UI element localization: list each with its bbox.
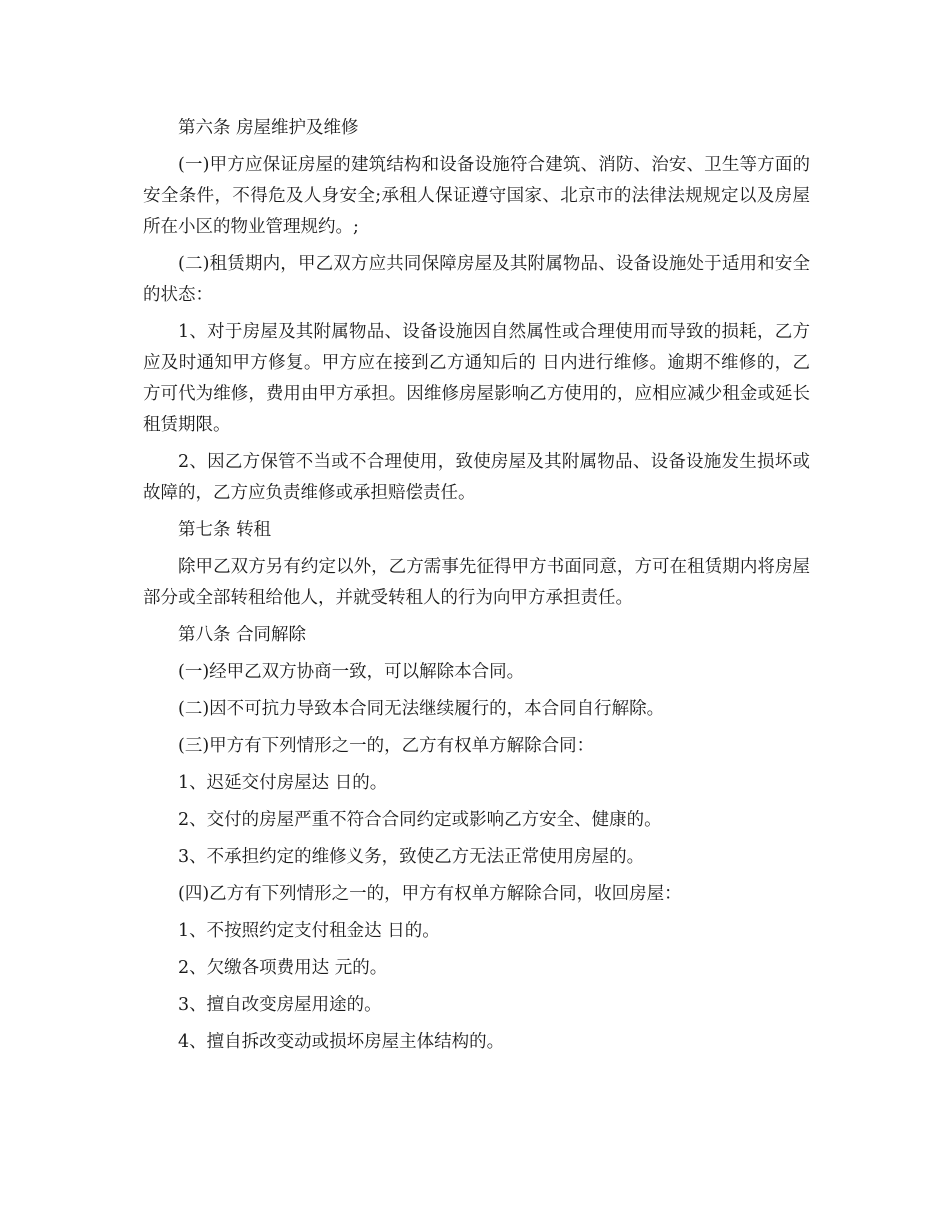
article-6-clause-1: (一)甲方应保证房屋的建筑结构和设备设施符合建筑、消防、治安、卫生等方面的安全条件，不得危及人身安全;承租人保证遵守国家、北京市的法律法规规定以及房屋所在小区的物业管理规约。; xyxy=(143,155,810,237)
article-8-clause-3: (三)甲方有下列情形之一的，乙方有权单方解除合同： xyxy=(178,736,595,756)
article-6-clause-2: (二)租赁期内，甲乙双方应共同保障房屋及其附属物品、设备设施处于适用和安全的状态： xyxy=(143,254,810,305)
article-8-clause-4-item-2: 2、欠缴各项费用达 元的。 xyxy=(178,958,388,978)
article-8-clause-4-item-3: 3、擅自改变房屋用途的。 xyxy=(178,995,382,1015)
article-8-clause-4-item-4: 4、擅自拆改变动或损坏房屋主体结构的。 xyxy=(178,1032,505,1052)
article-6-heading: 第六条 房屋维护及维修 xyxy=(178,118,359,138)
article-8-clause-3-item-2: 2、交付的房屋严重不符合合同约定或影响乙方安全、健康的。 xyxy=(178,810,662,830)
document-body xyxy=(143,113,810,1064)
article-8-clause-1: (一)经甲乙双方协商一致，可以解除本合同。 xyxy=(178,662,525,682)
article-6-clause-2-item-2: 2、因乙方保管不当或不合理使用，致使房屋及其附属物品、设备设施发生损坏或故障的，乙方应负责维修或承担赔偿责任。 xyxy=(143,452,810,503)
article-7-heading: 第七条 转租 xyxy=(178,520,272,540)
article-8-clause-3-item-3: 3、不承担约定的维修义务，致使乙方无法正常使用房屋的。 xyxy=(178,847,645,867)
article-8-clause-2: (二)因不可抗力导致本合同无法继续履行的，本合同自行解除。 xyxy=(178,699,665,719)
article-7-body: 除甲乙双方另有约定以外，乙方需事先征得甲方书面同意，方可在租赁期内将房屋部分或全部转租给他人，并就受转租人的行为向甲方承担责任。 xyxy=(143,557,810,608)
article-8-clause-4-item-1: 1、不按照约定支付租金达 日的。 xyxy=(178,921,440,941)
article-8-heading: 第八条 合同解除 xyxy=(178,625,307,645)
article-6-clause-2-item-1: 1、对于房屋及其附属物品、设备设施因自然属性或合理使用而导致的损耗，乙方应及时通知甲方修复。甲方应在接到乙方通知后的 日内进行维修。逾期不维修的，乙方可代为维修，费用由甲方承担。因维修房屋影响乙方使用的，应相应减少租金或延长租赁期限。 xyxy=(143,322,810,435)
article-8-clause-4: (四)乙方有下列情形之一的，甲方有权单方解除合同，收回房屋： xyxy=(178,884,682,904)
article-8-clause-3-item-1: 1、迟延交付房屋达 日的。 xyxy=(178,773,388,793)
